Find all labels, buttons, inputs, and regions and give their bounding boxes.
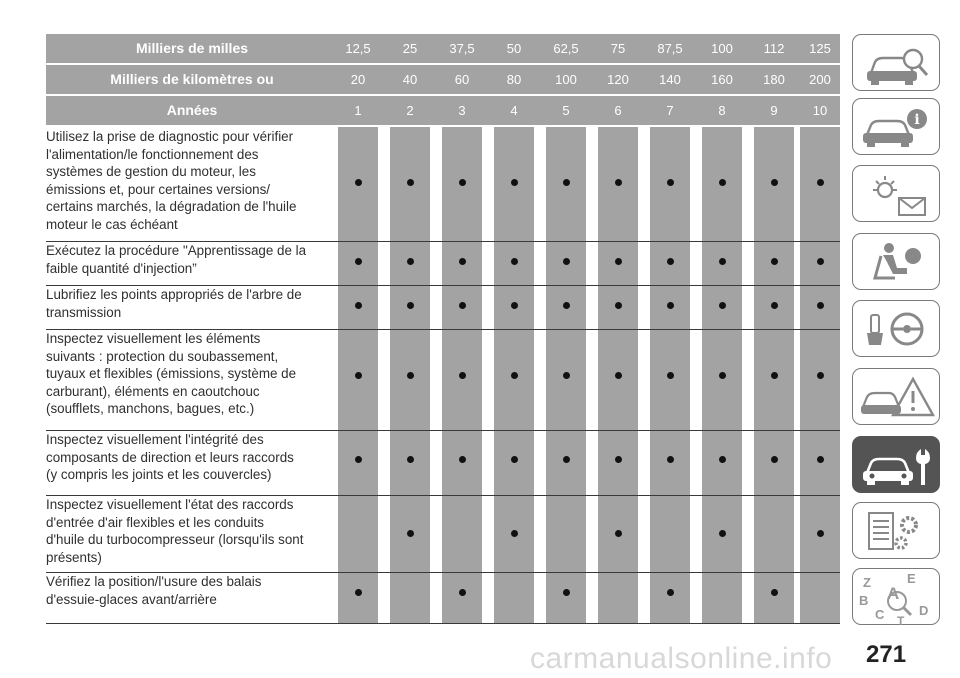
airbag-seat-icon xyxy=(853,234,941,291)
km-value: 160 xyxy=(711,72,733,87)
service-mark xyxy=(719,530,726,537)
alphabet-index-icon xyxy=(853,569,941,626)
task-line: Vérifiez la position/l'usure des balais xyxy=(46,574,262,589)
miles-values xyxy=(338,34,840,63)
service-mark xyxy=(615,372,622,379)
car-info-icon xyxy=(853,99,941,156)
service-mark xyxy=(563,589,570,596)
km-values xyxy=(338,65,840,94)
maintenance-task-text xyxy=(46,242,338,277)
service-mark xyxy=(355,372,362,379)
row-divider xyxy=(46,623,840,624)
service-mark xyxy=(615,456,622,463)
service-mark xyxy=(563,372,570,379)
task-line: Exécutez la procédure "Apprentissage de la xyxy=(46,243,307,258)
svg-text:Z: Z xyxy=(863,575,871,590)
miles-value: 25 xyxy=(402,41,418,56)
km-value: 20 xyxy=(350,72,366,87)
miles-value: 87,5 xyxy=(657,41,683,56)
years-values xyxy=(338,96,840,125)
svg-text:T: T xyxy=(897,614,905,626)
sidebar-tab-breakdown[interactable] xyxy=(852,368,940,425)
service-mark xyxy=(719,372,726,379)
service-mark xyxy=(667,258,674,265)
years-value: 5 xyxy=(562,103,570,118)
service-mark xyxy=(407,530,414,537)
service-mark xyxy=(355,179,362,186)
service-mark xyxy=(459,372,466,379)
key-steering-icon xyxy=(853,301,941,358)
service-mark xyxy=(667,589,674,596)
service-mark xyxy=(817,372,824,379)
task-line: d'huile du turbocompresseur (lorsqu'ils sont xyxy=(46,532,304,547)
svg-text:C: C xyxy=(875,607,885,622)
service-mark xyxy=(355,302,362,309)
service-mark xyxy=(817,258,824,265)
task-line: carburant), éléments en caoutchouc xyxy=(46,383,260,399)
service-mark xyxy=(771,456,778,463)
km-value: 140 xyxy=(659,72,681,87)
service-mark xyxy=(563,179,570,186)
miles-value: 37,5 xyxy=(449,41,475,56)
watermark: carmanualsonline.info xyxy=(530,642,833,675)
task-line: Inspectez visuellement les éléments xyxy=(46,331,261,346)
maintenance-task-text xyxy=(46,431,338,484)
maintenance-task-text xyxy=(46,573,338,608)
service-mark xyxy=(771,302,778,309)
task-line: suivants : protection du soubassement, xyxy=(46,348,279,364)
service-mark xyxy=(355,258,362,265)
service-mark xyxy=(615,302,622,309)
sidebar-tab-warning-lights[interactable] xyxy=(852,165,940,222)
km-value: 100 xyxy=(555,72,577,87)
sidebar-tab-airbag-seat[interactable] xyxy=(852,233,940,290)
service-mark xyxy=(719,258,726,265)
service-mark xyxy=(817,456,824,463)
service-mark xyxy=(719,179,726,186)
service-mark xyxy=(511,530,518,537)
task-line: présents) xyxy=(46,549,102,565)
service-mark xyxy=(563,258,570,265)
miles-value: 62,5 xyxy=(553,41,579,56)
sidebar-tab-car-search[interactable] xyxy=(852,34,940,91)
miles-value: 50 xyxy=(506,41,522,56)
service-mark xyxy=(667,456,674,463)
service-mark xyxy=(407,302,414,309)
years-label: Années xyxy=(166,102,218,118)
service-mark xyxy=(511,372,518,379)
years-value: 8 xyxy=(718,103,726,118)
car-wrench-icon xyxy=(853,437,941,494)
task-line: moteur le cas échéant xyxy=(46,216,178,232)
task-line: (y compris les joints et les couvercles) xyxy=(46,467,272,482)
service-mark xyxy=(459,302,466,309)
service-mark xyxy=(355,456,362,463)
maintenance-task-text xyxy=(46,330,338,418)
task-line: Utilisez la prise de diagnostic pour vérifier xyxy=(46,129,294,144)
km-value: 120 xyxy=(607,72,629,87)
header-row-km xyxy=(46,65,840,94)
service-mark xyxy=(771,258,778,265)
service-mark xyxy=(771,179,778,186)
service-mark xyxy=(719,302,726,309)
years-value: 4 xyxy=(510,103,518,118)
years-value: 6 xyxy=(614,103,622,118)
service-mark xyxy=(667,179,674,186)
service-mark xyxy=(615,530,622,537)
years-value: 10 xyxy=(812,103,828,118)
task-line: émissions et, pour certaines versions/ xyxy=(46,181,271,197)
service-mark xyxy=(407,456,414,463)
task-line: l'alimentation/le fonctionnement des xyxy=(46,146,259,162)
service-mark xyxy=(719,456,726,463)
task-line: d'essuie-glaces avant/arrière xyxy=(46,591,217,607)
sidebar-tab-settings-list[interactable] xyxy=(852,502,940,559)
task-line: composants de direction et leurs raccords xyxy=(46,449,294,465)
miles-value: 75 xyxy=(610,41,626,56)
breakdown-triangle-icon xyxy=(853,369,941,426)
page-number: 271 xyxy=(866,641,907,668)
service-mark xyxy=(667,372,674,379)
header-row-years xyxy=(46,96,840,125)
miles-value: 100 xyxy=(711,41,733,56)
km-value: 80 xyxy=(506,72,522,87)
car-search-icon xyxy=(853,35,941,92)
svg-text:i: i xyxy=(914,112,920,128)
header-row-miles xyxy=(46,34,840,63)
miles-value: 112 xyxy=(763,41,785,56)
service-mark xyxy=(817,179,824,186)
service-mark xyxy=(563,456,570,463)
service-mark xyxy=(459,258,466,265)
task-line: (soufflets, manchons, bagues, etc.) xyxy=(46,401,255,416)
task-line: tuyaux et flexibles (émissions, système de xyxy=(46,366,297,381)
sidebar-tab-car-wrench[interactable] xyxy=(852,436,940,493)
years-value: 7 xyxy=(666,103,674,118)
task-line: Inspectez visuellement l'intégrité des xyxy=(46,432,264,447)
years-value: 1 xyxy=(354,103,362,118)
service-mark xyxy=(355,589,362,596)
maintenance-task-text xyxy=(46,496,338,566)
miles-value: 12,5 xyxy=(345,41,371,56)
service-mark xyxy=(407,372,414,379)
service-mark xyxy=(511,456,518,463)
km-value: 40 xyxy=(402,72,418,87)
task-line: transmission xyxy=(46,304,122,320)
task-line: systèmes de gestion du moteur, les xyxy=(46,164,256,179)
service-mark xyxy=(511,258,518,265)
years-value: 2 xyxy=(406,103,414,118)
service-mark xyxy=(511,302,518,309)
km-value: 60 xyxy=(454,72,470,87)
service-mark xyxy=(615,258,622,265)
service-mark xyxy=(459,589,466,596)
service-mark xyxy=(563,302,570,309)
miles-label: Milliers de milles xyxy=(135,40,249,56)
service-mark xyxy=(615,179,622,186)
km-value: 200 xyxy=(809,72,831,87)
warning-lights-icon xyxy=(853,166,941,223)
service-mark xyxy=(407,258,414,265)
settings-list-icon xyxy=(853,503,941,560)
service-mark xyxy=(667,302,674,309)
maintenance-task-text xyxy=(46,128,338,233)
svg-text:E: E xyxy=(907,571,916,586)
service-mark xyxy=(817,302,824,309)
task-line: Inspectez visuellement l'état des raccords xyxy=(46,497,294,512)
sidebar-tab-car-info[interactable] xyxy=(852,98,940,155)
sidebar-tab-key-steering[interactable] xyxy=(852,300,940,357)
km-value: 180 xyxy=(763,72,785,87)
years-value: 3 xyxy=(458,103,466,118)
km-label: Milliers de kilomètres ou xyxy=(110,71,274,87)
service-mark xyxy=(459,456,466,463)
service-mark xyxy=(459,179,466,186)
svg-text:B: B xyxy=(859,593,869,608)
years-value: 9 xyxy=(770,103,778,118)
task-line: faible quantité d'injection” xyxy=(46,260,197,276)
svg-text:D: D xyxy=(919,603,929,618)
task-line: certains marchés, la dégradation de l'huile xyxy=(46,199,297,214)
service-mark xyxy=(817,530,824,537)
task-line: d'entrée d'air flexibles et les conduits xyxy=(46,514,264,530)
service-mark xyxy=(511,179,518,186)
service-mark xyxy=(771,372,778,379)
miles-value: 125 xyxy=(809,41,831,56)
maintenance-task-text xyxy=(46,286,338,321)
task-line: Lubrifiez les points appropriés de l'arbre de xyxy=(46,287,302,302)
service-mark xyxy=(407,179,414,186)
sidebar-tab-alphabet-index[interactable] xyxy=(852,568,940,625)
svg-text:A: A xyxy=(887,584,900,603)
service-mark xyxy=(771,589,778,596)
